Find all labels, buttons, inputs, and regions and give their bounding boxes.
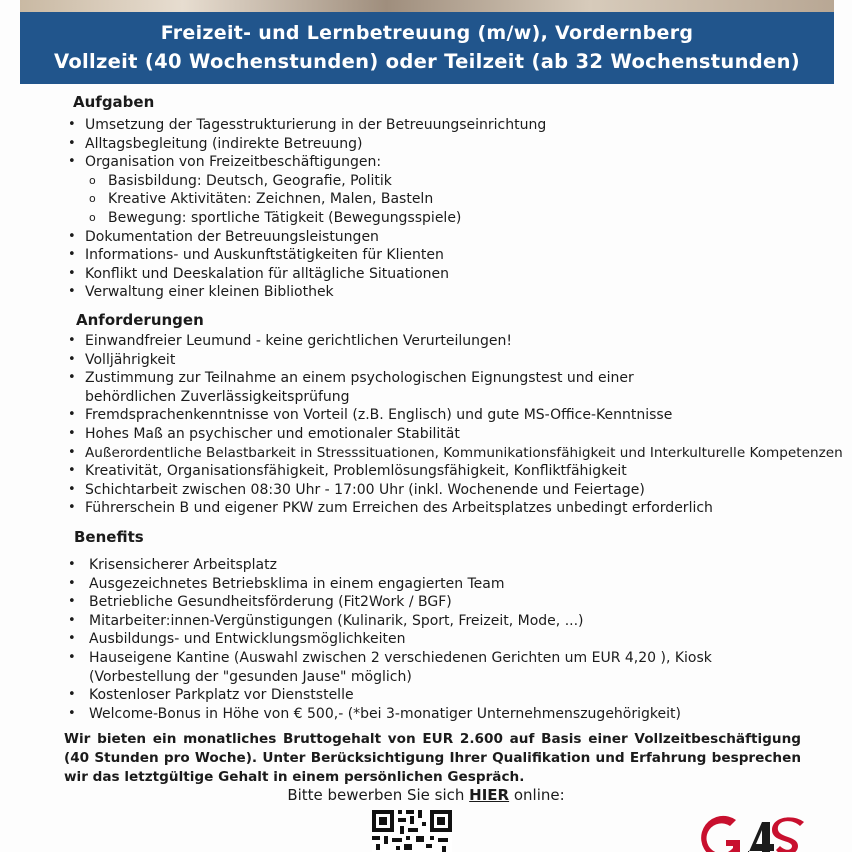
list-item: • Schichtarbeit zwischen 08:30 Uhr - 17:00 Uhr (inkl. Wochenende und Feiertage)	[64, 481, 832, 500]
list-item: • Ausgezeichnetes Betriebsklima in einem engagierten Team	[64, 575, 832, 594]
list-item: • Welcome-Bonus in Höhe von € 500,- (*bei 3-monatiger Unternehmenszugehörigkeit)	[64, 705, 832, 724]
list-item: • Verwaltung einer kleinen Bibliothek	[64, 283, 832, 302]
list-item: • Außerordentliche Belastbarkeit in Stresssituationen, Kommunikationsfähigkeit und Interkulturelle Kompetenzen	[64, 444, 832, 463]
tasks-list	[64, 116, 832, 302]
list-item: • Hohes Maß an psychischer und emotionaler Stabilität	[64, 425, 832, 444]
list-item: • Krisensicherer Arbeitsplatz	[64, 556, 832, 575]
list-item: • Dokumentation der Betreuungsleistungen	[64, 228, 832, 247]
benefits-section	[64, 526, 832, 723]
sub-list-item: o Kreative Aktivitäten: Zeichnen, Malen, Basteln	[64, 190, 832, 209]
list-item: • Konflikt und Deeskalation für alltägliche Situationen	[64, 265, 832, 284]
list-item: • Zustimmung zur Teilnahme an einem psychologischen Eignungstest und einer behördlichen Zuverlässigkeitsprüfung	[64, 369, 705, 406]
requirements-heading: Anforderungen	[76, 311, 204, 329]
tasks-heading: Aufgaben	[73, 93, 155, 111]
list-item: • Organisation von Freizeitbeschäftigungen:	[64, 153, 832, 172]
benefits-heading: Benefits	[74, 528, 144, 546]
list-item: • Volljährigkeit	[64, 351, 832, 370]
tasks-section	[64, 91, 832, 302]
benefits-list	[64, 556, 832, 723]
apply-suffix: online:	[509, 786, 565, 804]
list-item: • Fremdsprachenkenntnisse von Vorteil (z.B. Englisch) und gute MS-Office-Kenntnisse	[64, 406, 832, 425]
salary-paragraph: Wir bieten ein monatliches Bruttogehalt von EUR 2.600 auf Basis einer Vollzeitbeschäftigung (40 Stunden pro Woche). Unter Berücksichtigung Ihrer Qualifikation und Erfahrung besprechen wir das letztgültige Gehalt in einem persönlichen Gespräch.	[64, 731, 801, 785]
header-photo	[20, 0, 834, 12]
job-hours: Vollzeit (40 Wochenstunden) oder Teilzeit (ab 32 Wochenstunden)	[54, 50, 800, 73]
apply-link[interactable]: HIER	[469, 786, 510, 804]
job-title: Freizeit- und Lernbetreuung (m/w), Vordernberg	[160, 22, 694, 44]
list-item: • Ausbildungs- und Entwicklungsmöglichkeiten	[64, 630, 832, 649]
list-item: • Führerschein B und eigener PKW zum Erreichen des Arbeitsplatzes unbedingt erforderlich	[64, 499, 832, 518]
company-logo	[700, 814, 806, 852]
list-item: • Mitarbeiter:innen-Vergünstigungen (Kulinarik, Sport, Freizeit, Mode, ...)	[64, 612, 832, 631]
sub-list-item: o Basisbildung: Deutsch, Geografie, Politik	[64, 172, 832, 191]
list-item: • Kreativität, Organisationsfähigkeit, Problemlösungsfähigkeit, Konfliktfähigkeit	[64, 462, 832, 481]
requirements-section	[64, 309, 843, 518]
apply-line	[0, 786, 852, 804]
requirements-list	[64, 332, 843, 518]
title-banner	[20, 12, 834, 84]
list-item: • Alltagsbegleitung (indirekte Betreuung)	[64, 135, 832, 154]
list-item: • Kostenloser Parkplatz vor Dienststelle	[64, 686, 832, 705]
list-item: • Umsetzung der Tagesstrukturierung in der Betreuungseinrichtung	[64, 116, 832, 135]
apply-prefix: Bitte bewerben Sie sich	[287, 786, 470, 804]
qr-code-icon[interactable]	[372, 810, 452, 852]
list-item: • Einwandfreier Leumund - keine gerichtlichen Verurteilungen!	[64, 332, 832, 351]
sub-list-item: o Bewegung: sportliche Tätigkeit (Bewegungsspiele)	[64, 209, 832, 228]
list-item: • Betriebliche Gesundheitsförderung (Fit2Work / BGF)	[64, 593, 832, 612]
list-item: • Hauseigene Kantine (Auswahl zwischen 2 verschiedenen Gerichten um EUR 4,20 ), Kiosk (Vorbestellung der "gesunden Jause" möglich)	[64, 649, 801, 686]
list-item: • Informations- und Auskunftstätigkeiten für Klienten	[64, 246, 832, 265]
